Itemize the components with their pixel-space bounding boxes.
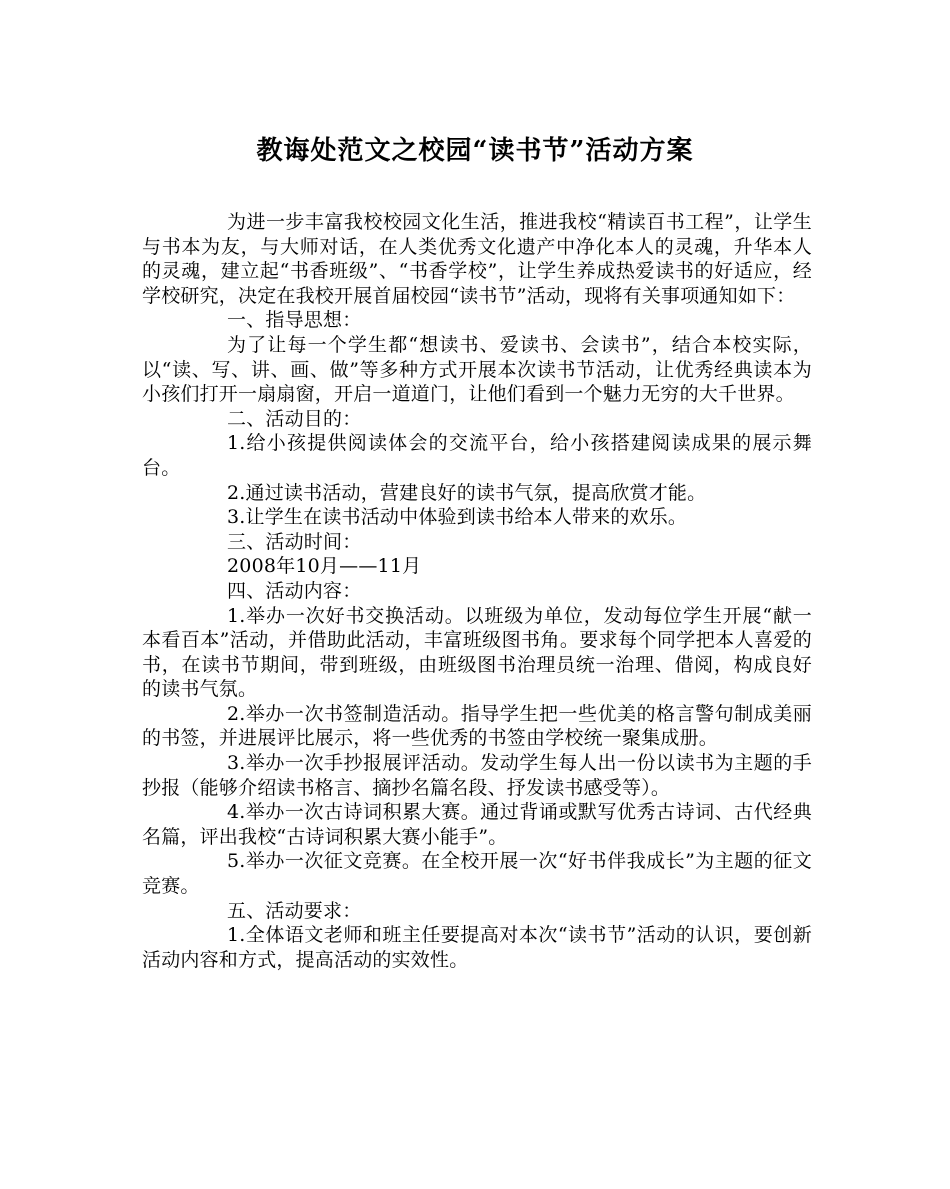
list-item: 4.举办一次古诗词积累大赛。通过背诵或默写优秀古诗词、古代经典名篇，评出我校“古诗词积累大赛小能手”。: [142, 801, 812, 848]
list-item: 1.给小孩提供阅读体会的交流平台，给小孩搭建阅读成果的展示舞台。: [142, 432, 812, 479]
list-item: 2.举办一次书签制造活动。指导学生把一些优美的格言警句制成美丽的书签，并进展评比展示，将一些优秀的书签由学校统一聚集成册。: [142, 702, 812, 750]
list-item: 2.通过读书活动，营建良好的读书气氛，提高欣赏才能。: [227, 481, 707, 504]
section-heading: 五、活动要求：: [227, 899, 362, 922]
list-item: 3.让学生在读书活动中体验到读书给本人带来的欢乐。: [227, 506, 688, 529]
intro-paragraph: 为进一步丰富我校校园文化生活，推进我校“精读百书工程”，让学生与书本为友，与大师对话，在人类优秀文化遗产中净化本人的灵魂，升华本人的灵魂，建立起“书香班级”、“书香学校”，让学生养成热爱读书的好适应，经学校研究，决定在我校开展首届校园“读书节”活动，现将有关事项通知如下：: [142, 211, 812, 307]
list-item: 5.举办一次征文竞赛。在全校开展一次“好书伴我成长”为主题的征文竞赛。: [142, 850, 812, 898]
section-heading: 二、活动目的：: [227, 407, 362, 430]
section-heading: 三、活动时间：: [227, 530, 362, 553]
document-body: [142, 210, 812, 972]
list-item: 3.举办一次手抄报展评活动。发动学生每人出一份以读书为主题的手抄报（能够介绍读书格言、摘抄名篇名段、抒发读书感受等）。: [142, 752, 812, 799]
list-item: 1.举办一次好书交换活动。以班级为单位，发动每位学生开展“献一本看百本”活动，并借助此活动，丰富班级图书角。要求每个同学把本人喜爱的书，在读书节期间，带到班级，由班级图书治理员统一治理、借阅，构成良好的读书气氛。: [142, 604, 812, 701]
body-paragraph: 为了让每一个学生都“想读书、爱读书、会读书”，结合本校实际，以“读、写、讲、画、做”等多种方式开展本次读书节活动，让优秀经典读本为小孩们打开一扇扇窗，开启一道道门，让他们看到一个魅力无穷的大千世界。: [142, 333, 812, 406]
section-heading: 一、指导思想：: [227, 309, 362, 332]
section-heading: 四、活动内容：: [227, 579, 362, 602]
document-title: 教诲处范文之校园“读书节”活动方案: [256, 136, 694, 166]
list-item: 1.全体语文老师和班主任要提高对本次“读书节”活动的认识，要创新活动内容和方式，提高活动的实效性。: [142, 924, 812, 971]
body-paragraph: 2008年10月——11月: [227, 555, 422, 578]
